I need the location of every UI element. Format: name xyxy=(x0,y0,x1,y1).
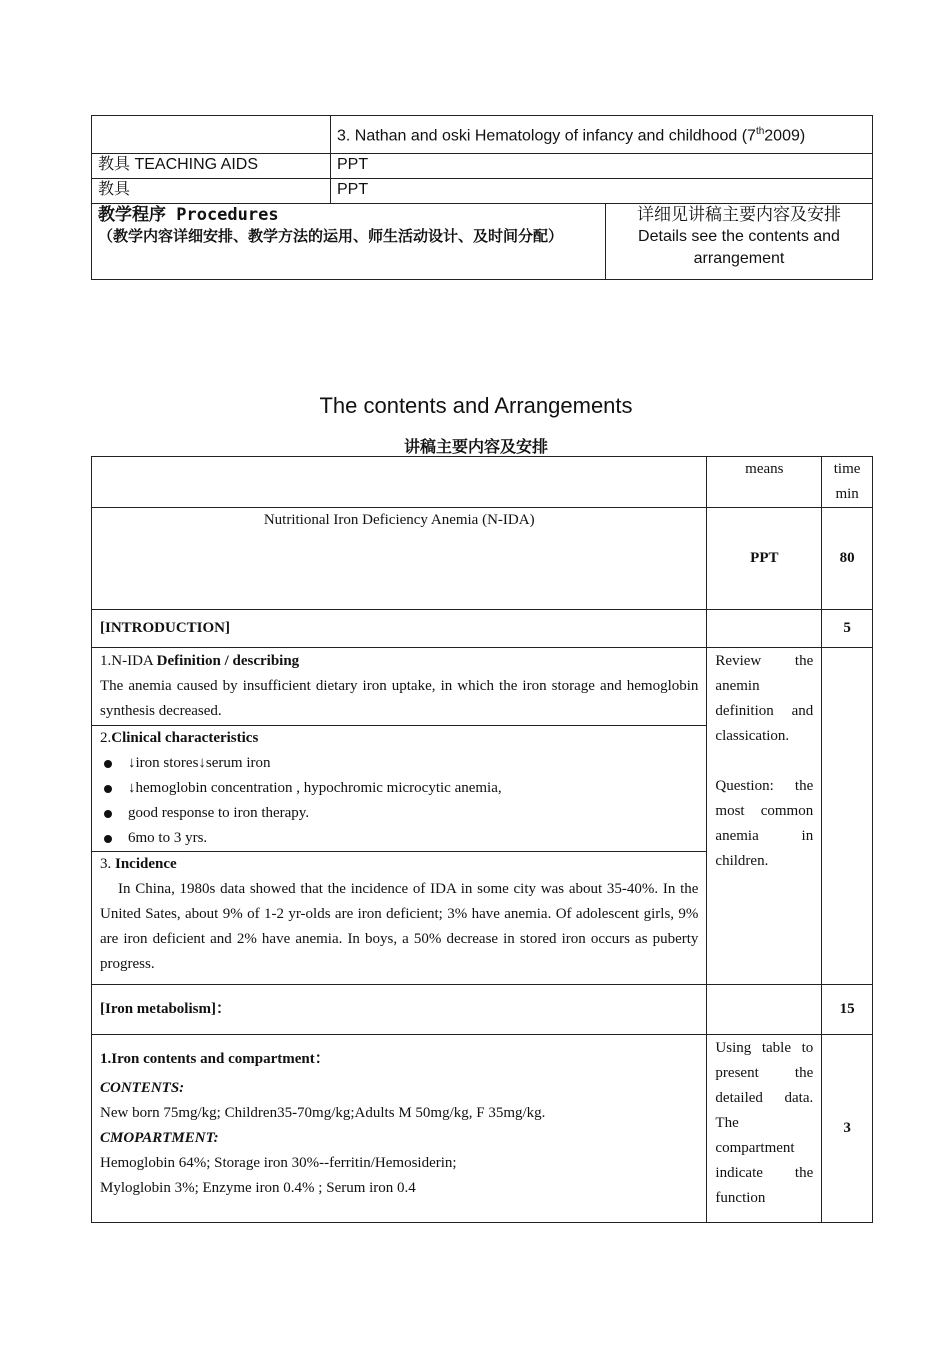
incidence-text: In China, 1980s data showed that the incidence of IDA in some city was about 35-40%. In the United Sates, about 9% of 1-2 yr-olds are iron deficient; 3% have anemia. Of adolescent girls, 9% are iron deficient and 2% have anemia. In boys, a 50% decrease in stored iron occurs as puberty progress. xyxy=(100,881,699,972)
iron-means: Using table to present the detailed data. The compartment indicate the function xyxy=(707,1035,822,1223)
clinical-bullet: 6mo to 3 yrs. xyxy=(100,826,698,851)
intro-heading: [INTRODUCTION] xyxy=(92,610,707,648)
iron-contents-body xyxy=(92,1035,707,1223)
topic-time: 80 xyxy=(822,508,873,610)
clinical-bullet: ↓iron stores↓serum iron xyxy=(100,751,698,776)
header-blank xyxy=(92,457,707,508)
info-table xyxy=(91,115,873,280)
section-subtitle: 讲稿主要内容及安排 xyxy=(403,439,548,456)
bullet-dot xyxy=(104,810,112,818)
contents-text: New born 75mg/kg; Children35-70mg/kg;Adults M 50mg/kg, F 35mg/kg. xyxy=(100,1105,546,1121)
aids-label: 教具 xyxy=(92,179,331,204)
reference-year: 2009) xyxy=(764,127,806,145)
bullet-dot xyxy=(104,760,112,768)
teaching-aids-label: 教具 TEACHING AIDS xyxy=(92,154,331,179)
header-means: means xyxy=(707,457,822,508)
definition-block: 1.N-IDA Definition / describing The anemia caused by insufficient dietary iron uptake, in which the iron storage and hemoglobin synthesis decreased. xyxy=(92,648,706,725)
intro-time: 5 xyxy=(822,610,873,648)
reference-text: 3. Nathan and oski Hematology of infancy and childhood (7 xyxy=(337,127,756,145)
iron-sub-time: 3 xyxy=(822,1035,873,1223)
clinical-block: 2.Clinical characteristics ↓iron stores↓serum iron ↓hemoglobin concentration , hypochromic microcytic anemia, good response to iron therapy. 6mo to 3 yrs. xyxy=(92,725,706,851)
details-cn: 详细见讲稿主要内容及安排 xyxy=(637,205,841,224)
incidence-block: 3. Incidence In China, 1980s data showed that the incidence of IDA in some city was about 35-40%. In the United Sates, about 9% of 1-2 yr-olds are iron deficient; 3% have anemia. Of adolescent girls, 9% are iron deficient and 2% have anemia. In boys, a 50% decrease in stored iron occurs as puberty progress. xyxy=(92,851,706,977)
procedures-cell xyxy=(92,204,606,280)
definition-heading: Definition / describing xyxy=(156,653,300,669)
compartment-line2: Myloglobin 3%; Enzyme iron 0.4% ; Serum iron 0.4 xyxy=(100,1180,416,1196)
clinical-bullet: good response to iron therapy. xyxy=(100,801,698,826)
incidence-heading: Incidence xyxy=(115,856,177,872)
topic-title: Nutritional Iron Deficiency Anemia (N-IDA) xyxy=(92,508,707,610)
intro-body xyxy=(92,648,707,985)
intro-means-question: Question: the most common anemia in children. xyxy=(715,778,814,869)
reference-cell xyxy=(331,116,873,154)
clinical-bullet: ↓hemoglobin concentration , hypochromic microcytic anemia, xyxy=(100,776,698,801)
ref-label-cell xyxy=(92,116,331,154)
contents-table xyxy=(91,456,873,1223)
procedures-title: 教学程序 Procedures xyxy=(98,205,279,225)
bullet-dot xyxy=(104,835,112,843)
teaching-aids-value: PPT xyxy=(331,154,873,179)
iron-subheading: 1.Iron contents and compartment： xyxy=(100,1051,330,1067)
iron-time: 15 xyxy=(822,985,873,1035)
intro-heading-means xyxy=(707,610,822,648)
bullet-dot xyxy=(104,785,112,793)
intro-means xyxy=(707,648,822,985)
reference-sup: th xyxy=(755,126,765,138)
topic-means: PPT xyxy=(707,508,822,610)
procedures-desc: （教学内容详细安排、教学方法的运用、师生活动设计、及时间分配） xyxy=(98,228,564,245)
compartment-label: CMOPARTMENT: xyxy=(100,1130,219,1146)
clinical-heading: Clinical characteristics xyxy=(111,730,259,746)
intro-body-time xyxy=(822,648,873,985)
iron-heading-means xyxy=(707,985,822,1035)
iron-heading: [Iron metabolism]： xyxy=(92,985,707,1035)
contents-label: CONTENTS: xyxy=(100,1080,185,1096)
header-time: time min xyxy=(822,457,873,508)
details-cell xyxy=(606,204,873,280)
intro-means-review: Review the anemin definition and classication. xyxy=(715,653,814,744)
details-en: Details see the contents and arrangement xyxy=(638,228,840,267)
aids-value: PPT xyxy=(331,179,873,204)
definition-text: The anemia caused by insufficient dietary iron uptake, in which the iron storage and hemoglobin synthesis decreased. xyxy=(100,678,699,719)
compartment-line1: Hemoglobin 64%; Storage iron 30%--ferritin/Hemosiderin; xyxy=(100,1155,457,1171)
section-title: The contents and Arrangements xyxy=(319,393,633,418)
